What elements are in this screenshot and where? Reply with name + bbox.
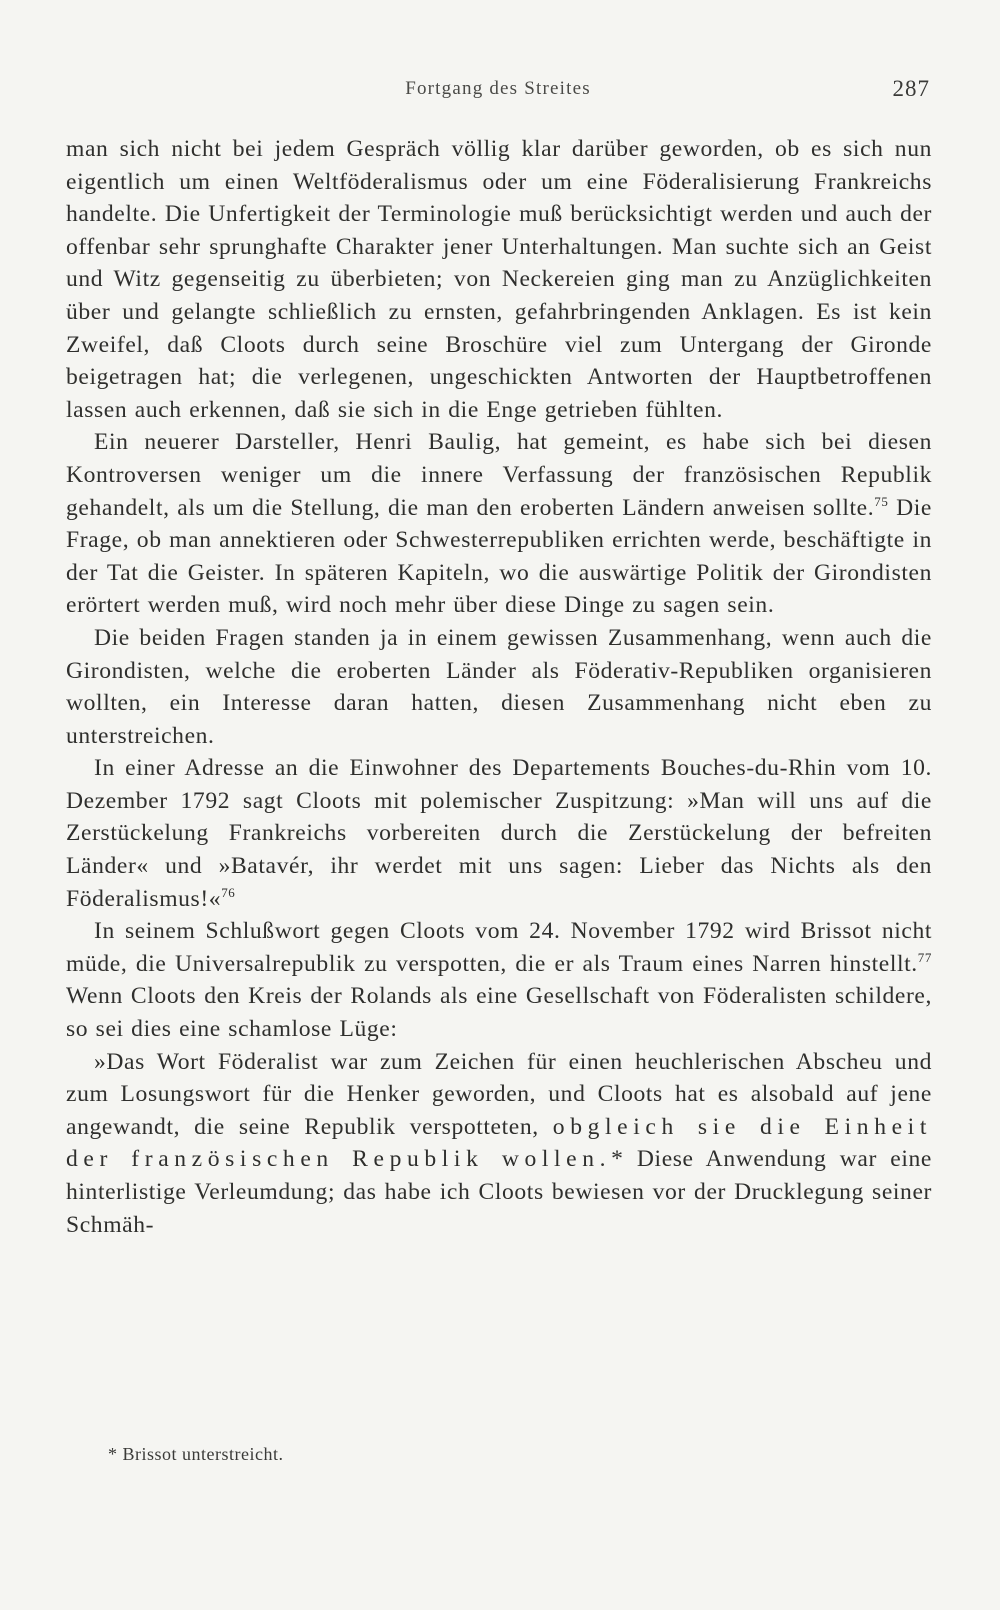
footnote: * Brissot unterstreicht. [108, 1444, 284, 1464]
emphasized-text: obgleich sie die Einheit der französischen Republik wollen. [66, 1113, 932, 1173]
text-segment: In seinem Schlußwort gegen Cloots vom 24. November 1792 wird Brissot nicht müde, die Universalrepublik zu verspotten, die er als Traum eines Narren hinstellt. [66, 918, 932, 977]
footnote-reference: 76 [221, 884, 236, 900]
footnote-reference: 75 [874, 493, 889, 509]
text-segment: »Das Wort Föderalist war zum Zeichen für einen heuchlerischen Abscheu und zum Losungswort für die Henker geworden, und Cloots hat es alsobald auf jene angewandt, die seine Republik verspotteten, [66, 1048, 932, 1140]
text-segment: In einer Adresse an die Einwohner des Departements Bouches-du-Rhin vom 10. Dezember 1792 sagt Cloots mit polemischer Zuspitzung: »Man will uns auf die Zerstückelung Frankreichs vorbereiten durch die Zerstückelung der befreiten Länder« und »Batavér, ihr werdet mit uns sagen: Lieber das Nichts als den Föderalismus!« [66, 755, 932, 912]
text-segment: * Diese Anwendung war eine hinterlistige Verleumdung; das habe ich Cloots bewiesen vor der Drucklegung seiner Schmäh- [66, 1146, 932, 1238]
text-segment: man sich nicht bei jedem Gespräch völlig klar darüber geworden, ob es sich nun eigentlich um einen Weltföderalismus oder um eine Föderalisierung Frankreichs handelte. Die Unfertigkeit der Terminologie muß berücksichtigt werden und auch der offenbar sehr sprunghafte Charakter jener Unterhaltungen. Man suchte sich an Geist und Witz gegenseitig zu überbieten; von Neckereien ging man zu Anzüglichkeiten über und gelangte schließlich zu ernsten, gefahrbringenden Anklagen. Es ist kein Zweifel, daß Cloots durch seine Broschüre viel zum Untergang der Gironde beigetragen hat; die verlegenen, ungeschickten Antworten der Hauptbetroffenen lassen auch erkennen, daß sie sich in die Enge getrieben fühlten. [66, 136, 932, 423]
page-header [66, 72, 930, 108]
paragraph [66, 622, 932, 752]
paragraph [66, 426, 932, 622]
text-segment: Wenn Cloots den Kreis der Rolands als eine Gesellschaft von Föderalisten schildere, so sei dies eine schamlose Lüge: [66, 983, 932, 1043]
paragraph [66, 133, 932, 426]
page-number: 287 [892, 76, 930, 101]
paragraph [66, 915, 932, 1045]
text-segment: Ein neuerer Darsteller, Henri Baulig, hat gemeint, es habe sich bei diesen Kontroversen weniger um die innere Verfassung der französischen Republik gehandelt, als um die Stellung, die man den eroberten Ländern anweisen sollte. [66, 429, 932, 521]
text-segment: Die beiden Fragen standen ja in einem gewissen Zusammenhang, wenn auch die Girondisten, welche die eroberten Länder als Föderativ-Republiken organisieren wollten, ein Interesse daran hatten, diesen Zusammenhang nicht eben zu unterstreichen. [66, 624, 932, 749]
paragraph [66, 752, 932, 915]
paragraph [66, 1046, 932, 1242]
footnote-reference: 77 [917, 949, 932, 965]
body-text [66, 133, 932, 1241]
running-title: Fortgang des Streites [405, 78, 591, 99]
text-segment: Die Frage, ob man annektieren oder Schwesterrepubliken errichten werde, beschäftigte in der Tat die Geister. In späteren Kapiteln, wo die auswärtige Politik der Girondisten erörtert werden muß, wird noch mehr über diese Dinge zu sagen sein. [66, 494, 933, 619]
